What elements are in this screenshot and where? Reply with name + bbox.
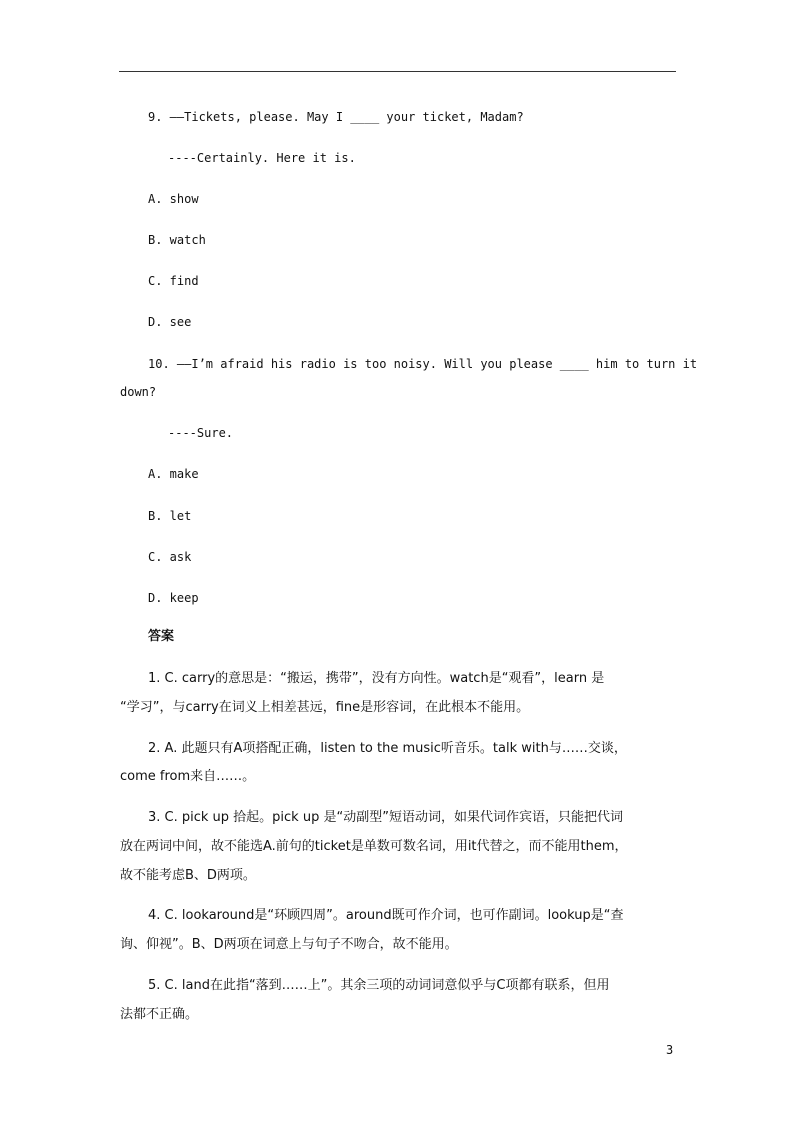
- q9-stem: 9. ——Tickets, please. May I ____ your ticket, Madam?: [148, 110, 524, 124]
- q9-option-c: C. find: [148, 274, 199, 288]
- q10-option-b: B. let: [148, 509, 192, 523]
- answer-4-line2: 询、仰视”。B、D两项在词意上与句子不吻合，故不能用。: [120, 937, 458, 952]
- answer-1-line1: 1. C. carry的意思是：“搬运，携带”，没有方向性。watch是“观看”，learn 是: [148, 671, 605, 686]
- answer-5-line1: 5. C. land在此指“落到……上”。其余三项的动词词意似乎与C项都有联系，但用: [148, 978, 610, 993]
- q9-reply: ----Certainly. Here it is.: [168, 151, 356, 165]
- q9-option-d: D. see: [148, 315, 192, 329]
- q10-stem-line2: down?: [120, 385, 157, 399]
- answer-2-line2: come from来自……。: [120, 769, 256, 784]
- answer-5-line2: 法都不正确。: [120, 1007, 199, 1022]
- page-number: 3: [666, 1043, 674, 1057]
- answer-4-line1: 4. C. lookaround是“环顾四周”。around既可作介词，也可作副词。lookup是“查: [148, 908, 624, 923]
- answers-heading: 答案: [148, 629, 175, 644]
- q9-option-a: A. show: [148, 192, 199, 206]
- answer-1-line2: “学习”，与carry在词义上相差甚远，fine是形容词，在此根本不能用。: [120, 700, 530, 715]
- q10-reply: ----Sure.: [168, 426, 234, 440]
- q10-stem-line1: 10. ——I’m afraid his radio is too noisy. Will you please ____ him to turn it: [148, 357, 698, 371]
- answer-3-line2: 放在两词中间，故不能选A.前句的ticket是单数可数名词，用it代替之，而不能用them，: [120, 839, 628, 854]
- q10-option-a: A. make: [148, 467, 199, 481]
- q9-option-b: B. watch: [148, 233, 206, 247]
- q10-option-d: D. keep: [148, 591, 199, 605]
- header-rule: [119, 71, 676, 72]
- answer-3-line1: 3. C. pick up 拾起。pick up 是“动副型”短语动词，如果代词作宾语，只能把代词: [148, 810, 623, 825]
- q10-option-c: C. ask: [148, 550, 192, 564]
- answer-3-line3: 故不能考虑B、D两项。: [120, 868, 256, 883]
- answer-2-line1: 2. A. 此题只有A项搭配正确，listen to the music听音乐。talk with与……交谈，: [148, 741, 627, 756]
